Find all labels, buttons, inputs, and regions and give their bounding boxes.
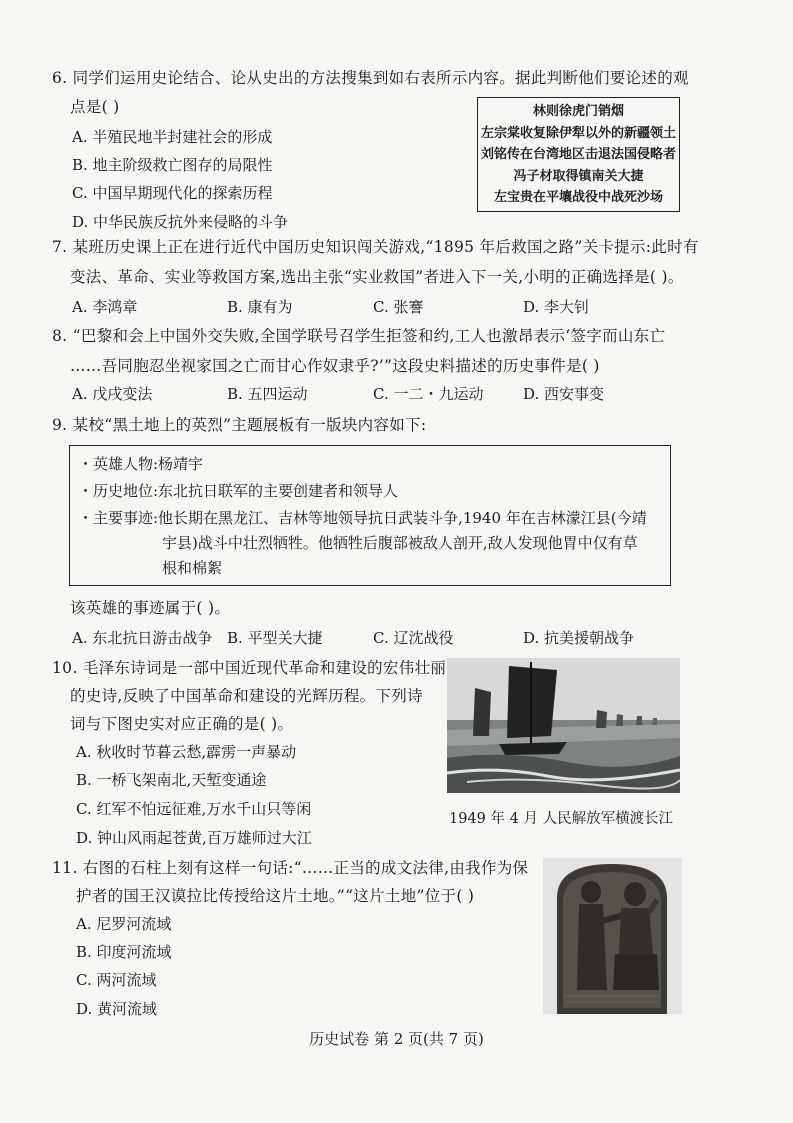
q9-option-d: D. 抗美援朝战争 (523, 629, 635, 647)
q11-option-a: A. 尼罗河流域 (76, 915, 172, 933)
q9-option-c: C. 辽沈战役 (373, 629, 454, 647)
code-of-hammurabi-stele-photo (543, 858, 682, 1014)
q10-option-a: A. 秋收时节暮云愁,霹雳一声暴动 (76, 743, 297, 761)
q10-stem-line3: 词与下图史实对应正确的是( )。 (70, 715, 294, 733)
q11-stem-line1: 11. 右图的石柱上刻有这样一句话:“……正当的成文法律,由我作为保 (52, 859, 529, 877)
q9-option-b: B. 平型关大捷 (227, 629, 323, 647)
q9-exhibit-line: ・英雄人物:杨靖宇 (78, 455, 204, 473)
q8-stem-line1: 8. “巴黎和会上中国外交失败,全国学联号召学生拒签和约,工人也激昂表示‘签字而山东亡 (52, 327, 666, 345)
q7-option-b: B. 康有为 (227, 298, 293, 316)
q6-source-item: 左宗棠收复除伊犁以外的新疆领土 (480, 125, 676, 141)
q10-option-c: C. 红军不怕远征难,万水千山只等闲 (76, 800, 312, 818)
river-crossing-photo (447, 658, 680, 793)
q6-stem-line2: 点是( ) (70, 98, 120, 116)
q9-exhibit-panel (69, 445, 671, 586)
q6-option-d: D. 中华民族反抗外来侵略的斗争 (72, 213, 289, 231)
q6-source-item: 冯子材取得镇南关大捷 (513, 168, 644, 184)
q9-option-a: A. 东北抗日游击战争 (72, 629, 213, 647)
q8-stem-line2: ……吾同胞忍坐视家国之亡而甘心作奴隶乎?’”这段史料描述的历史事件是( ) (70, 357, 600, 375)
q9-stem-line1: 9. 某校“黑土地上的英烈”主题展板有一版块内容如下: (52, 416, 427, 434)
q6-stem-line1: 6. 同学们运用史论结合、论从史出的方法搜集到如右表所示内容。据此判断他们要论述的观 (52, 69, 689, 87)
q9-exhibit-line: 根和棉絮 (162, 559, 223, 577)
q6-option-c: C. 中国早期现代化的探索历程 (72, 184, 273, 202)
page-footer: 历史试卷 第 2 页(共 7 页) (309, 1030, 484, 1048)
q7-stem-line1: 7. 某班历史课上正在进行近代中国历史知识闯关游戏,“1895 年后救国之路”关卡提示:此时有 (52, 238, 699, 256)
q11-stem-line2: 护者的国王汉谟拉比传授给这片土地。”“这片土地”位于( ) (76, 887, 475, 905)
q6-source-item: 左宝贵在平壤战役中战死沙场 (493, 190, 663, 205)
q9-stem-line2: 该英雄的事迹属于( )。 (70, 599, 231, 617)
q9-exhibit-line: ・历史地位:东北抗日联军的主要创建者和领导人 (78, 482, 399, 500)
q7-option-c: C. 张謇 (373, 298, 424, 316)
q11-option-b: B. 印度河流域 (76, 943, 172, 961)
q10-stem-line1: 10. 毛泽东诗词是一部中国近现代革命和建设的宏伟壮丽 (52, 659, 447, 677)
q11-option-c: C. 两河流域 (76, 971, 157, 989)
q8-option-b: B. 五四运动 (227, 385, 308, 403)
q8-option-d: D. 西安事变 (523, 385, 605, 403)
q6-option-b: B. 地主阶级救亡图存的局限性 (72, 156, 273, 174)
q10-stem-line2: 的史诗,反映了中国革命和建设的光辉历程。下列诗 (70, 687, 423, 705)
photo-caption: 1949 年 4 月 人民解放军横渡长江 (449, 811, 674, 827)
q6-source-item: 刘铭传在台湾地区击退法国侵略者 (480, 147, 676, 162)
q8-option-c: C. 一二・九运动 (373, 385, 484, 403)
q7-option-a: A. 李鸿章 (72, 298, 138, 316)
q11-option-d: D. 黄河流域 (76, 1000, 158, 1018)
q6-source-item: 林则徐虎门销烟 (532, 104, 624, 119)
q10-option-d: D. 钟山风雨起苍黄,百万雄师过大江 (76, 829, 312, 847)
q7-stem-line2: 变法、革命、实业等救国方案,选出主张“实业救国”者进入下一关,小明的正确选择是( )。 (70, 268, 684, 286)
q6-source-table (477, 97, 680, 212)
q8-option-a: A. 戊戌变法 (72, 385, 153, 403)
q7-option-d: D. 李大钊 (523, 298, 590, 316)
q10-option-b: B. 一桥飞架南北,天堑变通途 (76, 771, 267, 789)
q6-option-a: A. 半殖民地半封建社会的形成 (72, 128, 273, 146)
q9-exhibit-line: ・主要事迹:他长期在黑龙江、吉林等地领导抗日武装斗争,1940 年在吉林濛江县(今靖 (78, 509, 647, 527)
q9-exhibit-line: 宇县)战斗中壮烈牺牲。他牺牲后腹部被敌人剖开,敌人发现他胃中仅有草 (162, 534, 638, 552)
